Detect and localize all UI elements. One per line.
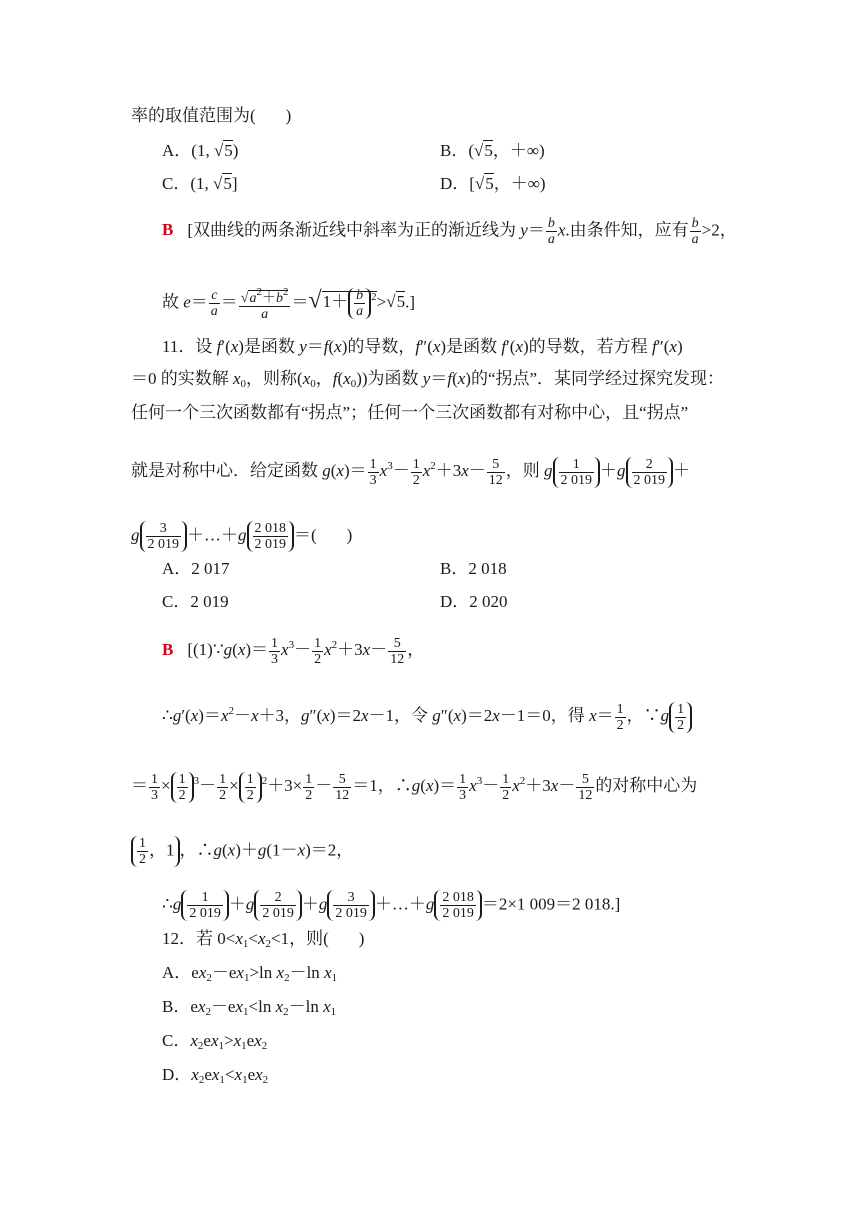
q11-answer-5: ∴g $\frac{1}{2 019}$ ＋g $\frac{2}{2 019}$ ＋g $\frac{3}{2 019}$ ＋…＋g $\frac{2 018}{2 019}$ ＝2×1 009＝2 018.]	[162, 890, 621, 921]
option-a: A．(1, √ 5)	[162, 140, 238, 162]
q12-option-d: D．$x_2ex_1<x_1ex_2$	[162, 1065, 269, 1086]
answer-line-1: B [双曲线的两条渐近线中斜率为正的渐近线为 y＝ $\frac{b}{a}$ x.由条件知，应有 $\frac{b}{a}$ >2，	[162, 216, 737, 247]
q12-stem: 12．若 $0<x_1<x_2<1$，则( )	[162, 929, 365, 950]
answer-line-2: 故 e＝ $\frac{c}{a}$ ＝ √ $\frac{a^2+b^2}{a}$ ＝√1＋ $\frac{b}{a}$ $^2$>√ 5.]	[162, 285, 415, 322]
q11-line-4: 就是对称中心．给定函数 g(x)＝ $\frac{1}{3}$ $x^3-$ $\frac{1}{2}$ $x^2+3x-$ $\frac{5}{12}$ ，则 g $\frac{1}{2 019}$ ＋g $\frac{2}{2 019}$ ＋	[131, 456, 691, 488]
q11-option-b: B．2 018	[440, 559, 507, 578]
option-b: B．(√ 5，＋∞)	[440, 140, 545, 162]
q11-option-d: D．2 020	[440, 592, 508, 611]
q12-option-c: C．$x_2ex_1>x_1ex_2$	[162, 1031, 268, 1052]
line-1: 率的取值范围为( )	[131, 106, 292, 125]
q12-option-b: B．$ex_2-ex_1<\ln$ $x_2-\ln$ $x_1$	[162, 997, 337, 1018]
q11-answer-2: $\therefore g'(x)=x^2-x+3$，g″(x)＝2x－1，令 g″(x)＝2x－1＝0，得 x＝ $\frac{1}{2}$ ，∵g $\frac{1}{2}$	[162, 700, 692, 733]
q11-answer-3: ＝ $\frac{1}{3}$ × $\frac{1}{2}$ $^3$－ $\frac{1}{2}$ × $\frac{1}{2}$ $^2$＋3× $\frac{1}{2}$ － $\frac{5}{12}$ ＝1，∴g(x)＝ $\frac{1}{3}$ $x^3-$ $\frac{1}{2}$ $x^2+3x-$ $\frac{5}{12}$ 的对称中心为	[131, 771, 698, 803]
q11-line-5: g $\frac{3}{2 019}$ ＋…＋g $\frac{2 018}{2 019}$ ＝( )	[131, 521, 353, 552]
q11-line-3: 任何一个三次函数都有“拐点”；任何一个三次函数都有对称中心，且“拐点”	[131, 403, 689, 422]
q11-answer-4: $\frac{1}{2}$ ，1 ，∴g(x)＋g(1－x)＝2，	[131, 836, 353, 867]
answer-label: B	[162, 640, 174, 659]
q11-option-a: A．2 017	[162, 559, 230, 578]
q12-option-a: A．$ex_2-ex_1>\ln$ $x_2-\ln$ $x_1$	[162, 963, 338, 984]
option-c: C．(1, √ 5]	[162, 173, 238, 195]
q11-line-2: ＝0 的实数解 $x_0$，则称($x_0$，$f(x_0)$)为函数 y＝f(x)的“拐点”．某同学经过探究发现：	[131, 369, 725, 390]
q11-line-1: 11．设 f′(x)是函数 y＝f(x)的导数，f″(x)是函数 f′(x)的导数，若方程 f″(x)	[162, 337, 683, 356]
option-d: D．[√ 5，＋∞)	[440, 173, 546, 195]
q11-answer-1: B [(1)∵g(x)＝ $\frac{1}{3}$ $x^3-$ $\frac{1}{2}$ $x^2+3x-$ $\frac{5}{12}$ ，	[162, 635, 425, 667]
q11-option-c: C．2 019	[162, 592, 229, 611]
answer-label: B	[162, 220, 174, 240]
